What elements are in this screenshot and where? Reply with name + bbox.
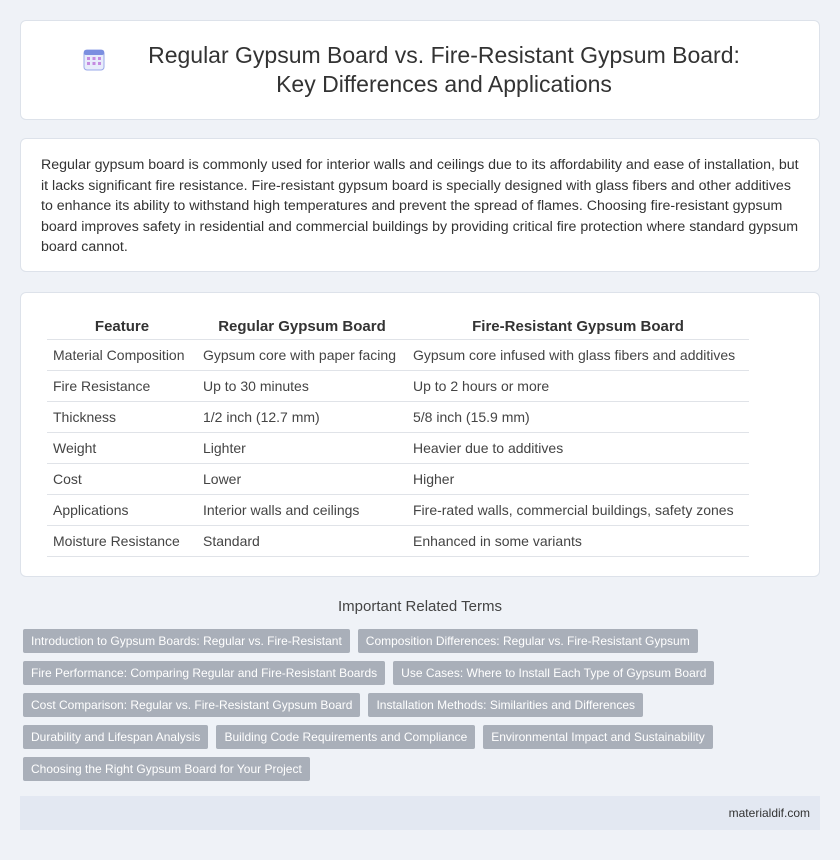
- table-cell: Fire Resistance: [47, 370, 197, 401]
- header-card: [20, 20, 820, 120]
- column-header-feature: Feature: [47, 315, 197, 339]
- table-cell: Up to 30 minutes: [197, 370, 407, 401]
- table-row: [47, 401, 749, 432]
- table-row: [47, 463, 749, 494]
- table-cell: Up to 2 hours or more: [407, 370, 749, 401]
- table-row: [47, 494, 749, 525]
- table-cell: 1/2 inch (12.7 mm): [197, 401, 407, 432]
- table-cell: Lighter: [197, 432, 407, 463]
- table-cell: Material Composition: [47, 339, 197, 370]
- table-cell: Weight: [47, 432, 197, 463]
- page-title: Regular Gypsum Board vs. Fire-Resistant Gypsum Board: Key Differences and Applications: [148, 42, 740, 97]
- table-cell: Higher: [407, 463, 749, 494]
- table-cell: Moisture Resistance: [47, 525, 197, 556]
- calendar-grid-icon: [81, 47, 107, 73]
- footer: [20, 796, 820, 830]
- table-cell: Gypsum core with paper facing: [197, 339, 407, 370]
- related-term-tag[interactable]: Durability and Lifespan Analysis: [23, 725, 208, 749]
- table-cell: Gypsum core infused with glass fibers and additives: [407, 339, 749, 370]
- table-row: [47, 525, 749, 556]
- tag-row: [23, 661, 803, 685]
- related-terms-heading: Important Related Terms: [338, 598, 502, 615]
- footer-site-link[interactable]: materialdif.com: [728, 806, 810, 820]
- related-term-tag[interactable]: Use Cases: Where to Install Each Type of Gypsum Board: [393, 661, 714, 685]
- related-term-tag[interactable]: Cost Comparison: Regular vs. Fire-Resistant Gypsum Board: [23, 693, 360, 717]
- tag-row: [23, 629, 803, 653]
- table-row: [47, 370, 749, 401]
- tag-row: [23, 693, 803, 717]
- related-term-tag[interactable]: Environmental Impact and Sustainability: [483, 725, 712, 749]
- tag-row: [23, 725, 803, 749]
- related-term-tag[interactable]: Composition Differences: Regular vs. Fire-Resistant Gypsum: [358, 629, 698, 653]
- table-header-row: [47, 315, 749, 339]
- related-term-tag[interactable]: Introduction to Gypsum Boards: Regular vs. Fire-Resistant: [23, 629, 350, 653]
- table-row: [47, 339, 749, 370]
- table-cell: Thickness: [47, 401, 197, 432]
- column-header-fire-resistant: Fire-Resistant Gypsum Board: [407, 315, 749, 339]
- table-cell: Cost: [47, 463, 197, 494]
- table-cell: Fire-rated walls, commercial buildings, safety zones: [407, 494, 749, 525]
- table-cell: Interior walls and ceilings: [197, 494, 407, 525]
- comparison-table: [47, 315, 749, 557]
- related-term-tag[interactable]: Choosing the Right Gypsum Board for Your Project: [23, 757, 310, 781]
- table-cell: Applications: [47, 494, 197, 525]
- intro-card: [20, 138, 820, 272]
- column-header-regular: Regular Gypsum Board: [197, 315, 407, 339]
- table-cell: Enhanced in some variants: [407, 525, 749, 556]
- related-term-tag[interactable]: Installation Methods: Similarities and Differences: [368, 693, 643, 717]
- table-cell: Standard: [197, 525, 407, 556]
- table-cell: Lower: [197, 463, 407, 494]
- intro-paragraph: Regular gypsum board is commonly used for interior walls and ceilings due to its affordability and ease of installation, but it lacks significant fire resistance. Fire-resistant gypsum board is specially designed with glass fibers and other additives to enhance its ability to withstand high temperatures and prevent the spread of flames. Choosing fire-resistant gypsum board improves safety in residential and commercial buildings by providing critical fire protection where standard gypsum board cannot.: [41, 157, 799, 256]
- table-row: [47, 432, 749, 463]
- related-term-tag[interactable]: Fire Performance: Comparing Regular and Fire-Resistant Boards: [23, 661, 385, 685]
- table-cell: Heavier due to additives: [407, 432, 749, 463]
- related-terms-list: [23, 629, 803, 789]
- tag-row: [23, 757, 803, 781]
- table-cell: 5/8 inch (15.9 mm): [407, 401, 749, 432]
- related-term-tag[interactable]: Building Code Requirements and Compliance: [216, 725, 475, 749]
- comparison-table-card: [20, 292, 820, 577]
